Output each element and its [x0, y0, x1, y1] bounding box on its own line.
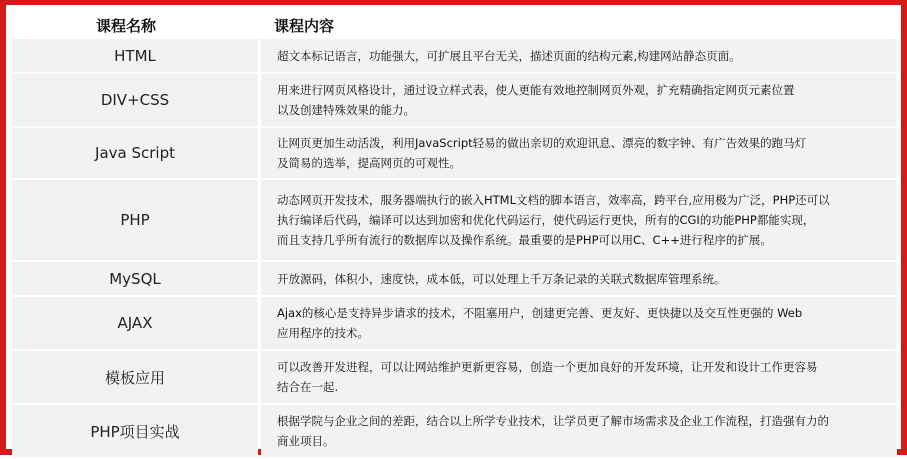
course-desc-line: Ajax的核心是支持异步请求的技术，不阻塞用户，创建更完善、更友好、更快捷以及交互性更强的 Web [277, 306, 803, 320]
course-name: HTML [12, 39, 258, 72]
course-desc-line: 而且支持几乎所有流行的数据库以及操作系统。最重要的是PHP可以用C、C++进行程序的扩展。 [277, 233, 772, 247]
course-desc [261, 351, 897, 403]
header-course-content: 课程内容 [274, 16, 335, 35]
header-course-name: 课程名称 [96, 16, 157, 35]
course-desc-line: 以及创建特殊效果的能力。 [277, 103, 415, 117]
table-row [12, 262, 897, 297]
course-desc [261, 39, 897, 72]
course-desc-line: 让网页更加生动活泼，利用JavaScript轻易的做出亲切的欢迎讯息、漂亮的数字钟、有广告效果的跑马灯 [277, 136, 807, 150]
course-desc [261, 74, 897, 126]
course-name: Java Script [12, 128, 258, 178]
course-desc [261, 405, 897, 457]
course-desc-line: 执行编译后代码，编译可以达到加密和优化代码运行，使代码运行更快，所有的CGI的功能PHP都能实现， [277, 213, 815, 227]
course-desc [261, 297, 897, 349]
course-desc [261, 262, 897, 295]
table-row [12, 39, 897, 74]
course-desc-line: 超文本标记语言，功能强大，可扩展且平台无关，描述页面的结构元素,构建网站静态页面。 [277, 48, 741, 63]
course-desc-line: 可以改善开发进程，可以让网站维护更新更容易，创造一个更加良好的开发环境，让开发和设计工作更容易 [277, 360, 818, 374]
table-row [12, 74, 897, 128]
course-desc [261, 180, 897, 260]
course-name: DIV+CSS [12, 74, 258, 126]
course-name: 模板应用 [12, 351, 258, 403]
course-name: AJAX [12, 297, 258, 349]
table-row [12, 128, 897, 180]
course-desc-line: 根据学院与企业之间的差距，结合以上所学专业技术，让学员更了解市场需求及企业工作流程，打造强有力的 [277, 414, 829, 428]
course-desc [261, 128, 897, 178]
course-desc-line: 用来进行网页风格设计，通过设立样式表，使人更能有效地控制网页外观，扩充精确指定网页元素位置 [277, 83, 795, 97]
table-row [12, 351, 897, 405]
course-desc-line: 结合在一起. [277, 380, 339, 394]
course-desc-line: 开放源码，体积小，速度快，成本低，可以处理上千万条记录的关联式数据库管理系统。 [277, 271, 726, 286]
course-desc-line: 商业项目。 [277, 434, 335, 448]
table-row [12, 405, 897, 459]
table-row [12, 180, 897, 262]
course-desc-line: 及简易的选举，提高网页的可观性。 [277, 156, 461, 170]
course-desc-line: 应用程序的技术。 [277, 326, 369, 340]
course-name: PHP项目实战 [12, 405, 258, 457]
course-name: PHP [12, 180, 258, 260]
course-name: MySQL [12, 262, 258, 295]
course-desc-line: 动态网页开发技术，服务器端执行的嵌入HTML文档的脚本语言，效率高，跨平台,应用极为广泛，PHP还可以 [277, 193, 830, 207]
table-header [12, 11, 897, 39]
table-row [12, 297, 897, 351]
